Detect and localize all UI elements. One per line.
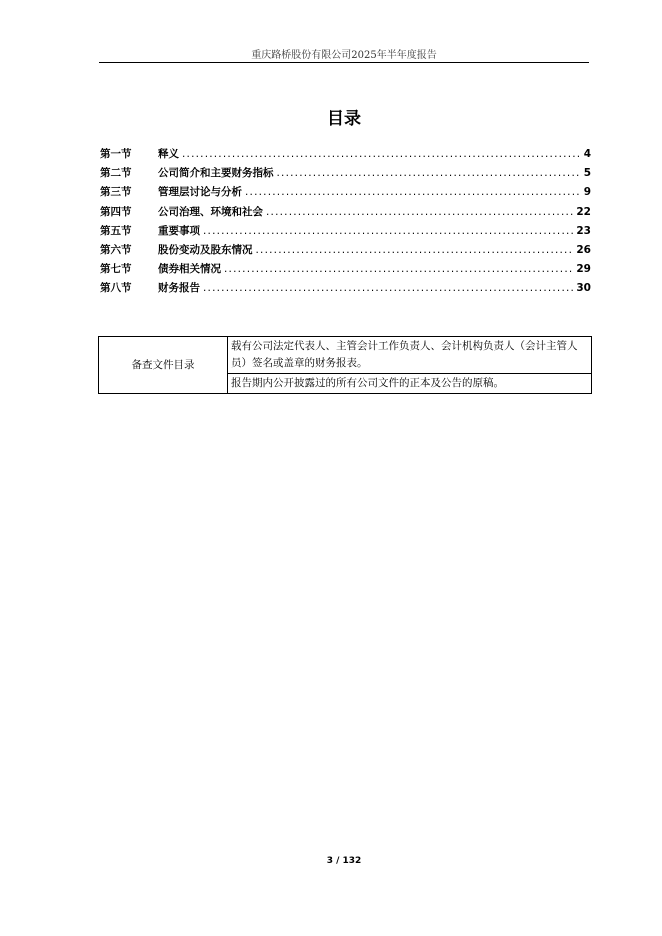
- toc-entry[interactable]: [100, 242, 591, 261]
- toc-section: 第一节: [100, 148, 132, 160]
- toc-name: 股份变动及股东情况: [158, 243, 253, 256]
- toc-page: 29: [576, 263, 591, 276]
- table-of-contents: [100, 146, 591, 300]
- reference-docs-label: 备查文件目录: [99, 337, 228, 394]
- toc-page: 22: [576, 205, 591, 218]
- toc-page: 30: [576, 282, 591, 295]
- toc-section: 第五节: [100, 224, 132, 237]
- toc-title: 目录: [327, 109, 361, 129]
- toc-entry[interactable]: [100, 280, 591, 299]
- toc-page: 26: [576, 243, 591, 256]
- page-header: 重庆路桥股份有限公司2025年半年度报告: [251, 50, 437, 61]
- toc-entry[interactable]: [100, 223, 591, 242]
- toc-entry[interactable]: [100, 204, 591, 223]
- toc-leader: [224, 263, 573, 275]
- toc-section: 第八节: [100, 282, 132, 295]
- table-row: [99, 337, 592, 374]
- toc-name: 公司简介和主要财务指标: [158, 167, 274, 180]
- toc-section: 第二节: [100, 167, 132, 180]
- toc-leader: [266, 206, 573, 218]
- toc-leader: [182, 148, 581, 160]
- toc-name: 管理层讨论与分析: [158, 186, 242, 199]
- toc-leader: [203, 282, 573, 294]
- reference-doc-item: 载有公司法定代表人、主管会计工作负责人、会计机构负责人（会计主管人员）签名或盖章的财务报表。: [228, 337, 592, 374]
- toc-leader: [245, 186, 581, 198]
- toc-name: 债券相关情况: [158, 263, 221, 276]
- toc-section: 第四节: [100, 205, 132, 218]
- toc-section: 第六节: [100, 243, 132, 256]
- toc-page: 23: [576, 224, 591, 237]
- reference-documents-table: [98, 336, 592, 394]
- toc-entry[interactable]: [100, 165, 591, 184]
- toc-page: 4: [583, 148, 591, 160]
- toc-name: 财务报告: [158, 282, 200, 295]
- toc-leader: [256, 244, 574, 256]
- toc-page: 5: [583, 167, 591, 180]
- toc-leader: [277, 167, 581, 179]
- toc-section: 第七节: [100, 263, 132, 276]
- toc-entry[interactable]: [100, 146, 591, 165]
- toc-leader: [203, 225, 573, 237]
- page-number: 3 / 132: [326, 856, 362, 866]
- toc-section: 第三节: [100, 186, 132, 199]
- toc-entry[interactable]: [100, 261, 591, 280]
- toc-entry[interactable]: [100, 184, 591, 203]
- toc-name: 重要事项: [158, 224, 200, 237]
- header-rule: [99, 62, 589, 63]
- toc-page: 9: [583, 186, 591, 199]
- toc-name: 释义: [158, 148, 179, 160]
- toc-name: 公司治理、环境和社会: [158, 205, 263, 218]
- reference-doc-item: 报告期内公开披露过的所有公司文件的正本及公告的原稿。: [228, 374, 592, 394]
